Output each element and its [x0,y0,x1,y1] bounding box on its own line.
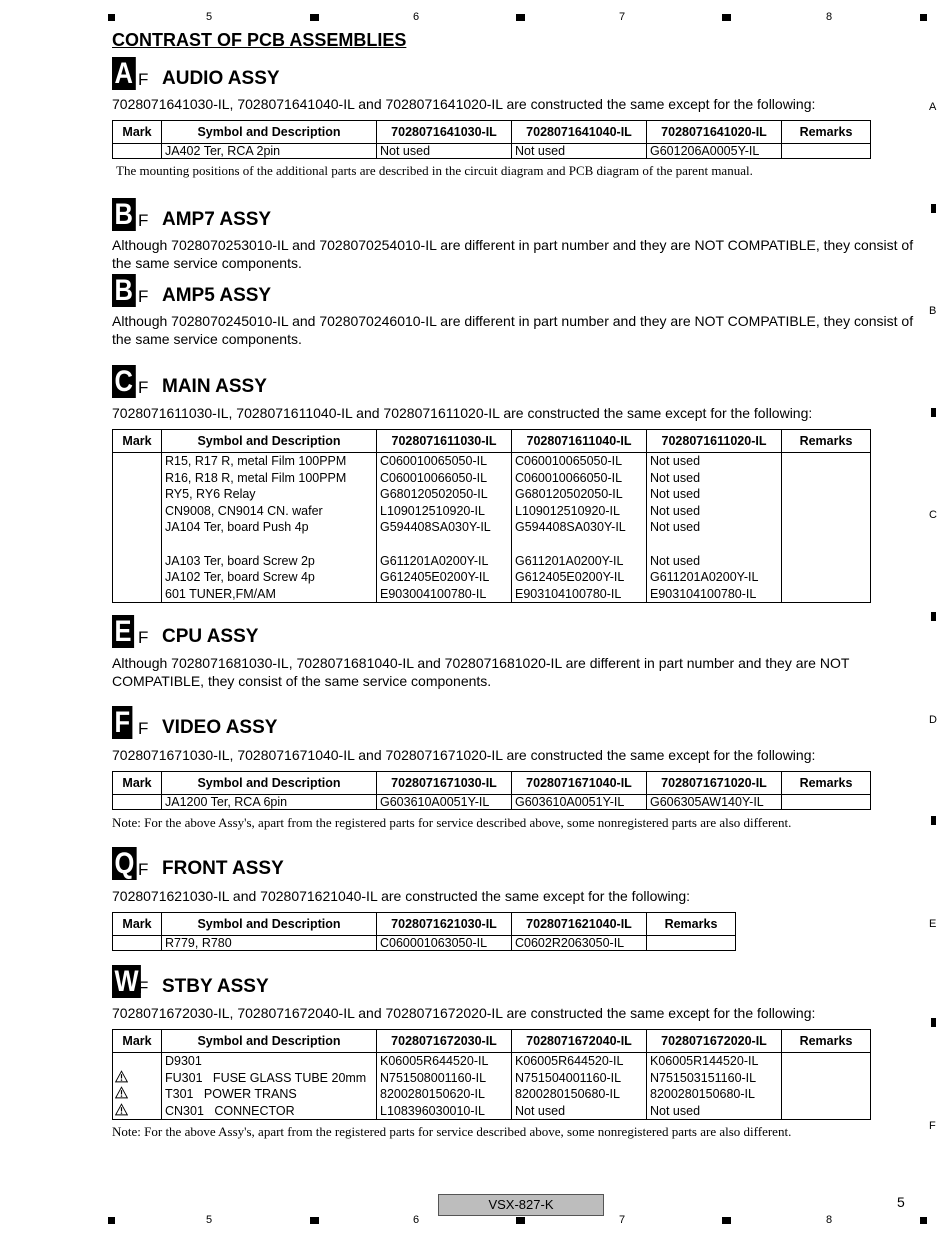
cell-value-list [512,453,647,603]
col-header: 7028071621040-IL [512,913,647,936]
cell-value [380,536,508,553]
cell-value: G603610A0051Y-IL [377,795,512,810]
cell-mark [113,936,162,951]
cell-value: G611201A0200Y-IL [380,553,489,568]
column-number: 5 [206,1214,213,1226]
col-header: 7028071672030-IL [377,1030,512,1053]
cell-value: Not used [650,503,701,518]
warning-triangle-icon [115,1070,128,1083]
column-number: 5 [206,11,213,23]
col-header: 7028071671020-IL [647,772,782,795]
col-header: Remarks [782,430,871,453]
registration-mark [920,1217,927,1224]
section-f: F [138,211,149,230]
row-letter: C [929,509,937,521]
cell-mark [113,795,162,810]
section-f: F [138,628,149,647]
cell-value: L108396030010-IL [380,1103,485,1118]
section-intro: 7028071621030-IL and 7028071621040-IL are constructed the same except for the following: [112,888,691,904]
cell-mark [115,1086,158,1103]
cell-value: Not used [650,520,701,535]
row-letter: E [929,918,937,930]
registration-mark [722,14,731,21]
col-header: Remarks [782,772,871,795]
cell-mark [113,453,162,603]
cell-desc: CN9008, CN9014 CN. wafer [165,503,323,518]
section-heading-stby [112,965,269,999]
cell-value: K06005R644520-IL [515,1054,624,1068]
col-header: 7028071641020-IL [647,121,782,144]
cell-desc: JA402 Ter, RCA 2pin [162,144,377,159]
cell-value-list [512,1053,647,1120]
cell-value: 8200280150620-IL [380,1087,485,1102]
cell-desc: JA103 Ter, board Screw 2p [165,553,315,568]
cell-mark-list [113,1053,162,1120]
cell-value: G594408SA030Y-IL [515,520,626,535]
col-header: Mark [113,772,162,795]
cell-value: Not used [650,487,701,502]
cell-value: K06005R144520-IL [650,1054,759,1068]
cell-desc: CN301 CONNECTOR [165,1103,295,1118]
model-label: VSX-827-K [438,1194,604,1216]
section-note: The mounting positions of the additional parts are described in the circuit diagram and PCB diagram of the parent manual. [116,163,753,178]
col-header: 7028071611040-IL [512,430,647,453]
col-header: 7028071671040-IL [512,772,647,795]
registration-mark [931,408,936,417]
cell-desc: JA104 Ter, board Push 4p [165,520,309,535]
section-text: Although 7028071681030-IL, 7028071681040-IL and 7028071681020-IL are different in part number and they are NOT COMPATIBLE, they consist of the same service components. [112,655,850,689]
cell-remarks [647,936,736,951]
col-header: Symbol and Description [162,1030,377,1053]
col-header: 7028071621030-IL [377,913,512,936]
cell-desc-list [162,453,377,603]
cell-desc [165,536,373,553]
registration-mark [931,816,936,825]
cell-value: G603610A0051Y-IL [512,795,647,810]
col-header: Mark [113,1030,162,1053]
page-title: CONTRAST OF PCB ASSEMBLIES [112,30,407,50]
cell-value: C060001063050-IL [377,936,512,951]
col-header: Remarks [782,1030,871,1053]
registration-mark [516,14,525,21]
cell-desc: T301 POWER TRANS [165,1087,297,1102]
section-badge: B [112,198,136,231]
section-badge: F [112,706,133,739]
cell-value: G594408SA030Y-IL [380,520,491,535]
cell-desc: R15, R17 R, metal Film 100PPM [165,454,347,468]
cell-mark [115,1053,158,1070]
table-row [113,1053,871,1120]
registration-mark [108,1217,115,1224]
col-header: Mark [113,430,162,453]
parts-table-audio [112,120,871,159]
col-header: Remarks [782,121,871,144]
cell-remarks [782,453,871,603]
registration-mark [931,612,936,621]
cell-value-list [377,1053,512,1120]
cell-desc: R16, R18 R, metal Film 100PPM [165,470,347,485]
col-header: Mark [113,913,162,936]
cell-mark [113,144,162,159]
col-header: 7028071611030-IL [377,430,512,453]
cell-value: G611201A0200Y-IL [515,553,624,568]
cell-value: C0602R2063050-IL [512,936,647,951]
cell-value: G680120502050-IL [515,487,623,502]
table-row [113,144,871,159]
section-text: Although 7028070245010-IL and 7028070246010-IL are different in part number and they are NOT COMPATIBLE, they consist of the same service components. [112,313,914,347]
section-text: Although 7028070253010-IL and 7028070254010-IL are different in part number and they are NOT COMPATIBLE, they consist of the same service components. [112,237,914,271]
cell-value: C060010065050-IL [515,454,623,468]
section-intro: 7028071671030-IL, 7028071671040-IL and 7028071671020-IL are constructed the same except for the following: [112,747,816,763]
cell-value: Not used [515,1103,566,1118]
table-row [113,936,736,951]
section-heading-video [112,706,278,740]
cell-desc: JA102 Ter, board Screw 4p [165,570,315,585]
parts-table-front [112,912,736,951]
registration-mark [516,1217,525,1224]
section-badge: E [112,615,134,648]
cell-desc: JA1200 Ter, RCA 6pin [162,795,377,810]
section-title: AMP7 ASSY [162,209,272,230]
table-row [113,453,871,603]
section-title: STBY ASSY [162,976,269,997]
col-header: 7028071641040-IL [512,121,647,144]
cell-value: Not used [377,144,512,159]
col-header: Symbol and Description [162,430,377,453]
section-intro: 7028071672030-IL, 7028071672040-IL and 7028071672020-IL are constructed the same except for the following: [112,1005,816,1021]
col-header: Mark [113,121,162,144]
cell-value: C060010066050-IL [515,470,623,485]
col-header: 7028071611020-IL [647,430,782,453]
section-intro: 7028071641030-IL, 7028071641040-IL and 7028071641020-IL are constructed the same except for the following: [112,96,816,112]
column-number: 8 [826,1214,833,1226]
parts-table-video [112,771,871,810]
cell-value: E903104100780-IL [650,586,757,601]
section-f: F [138,378,149,397]
section-f: F [138,719,149,738]
cell-remarks [782,1053,871,1120]
parts-table-stby [112,1029,871,1120]
registration-mark [722,1217,731,1224]
cell-remarks [782,795,871,810]
registration-mark [310,14,319,21]
col-header: Symbol and Description [162,121,377,144]
cell-value [650,536,778,553]
cell-value: N751503151160-IL [650,1070,757,1085]
column-number: 6 [413,1214,420,1226]
row-letter: D [929,714,937,726]
section-badge: A [112,57,136,90]
cell-desc: FU301 FUSE GLASS TUBE 20mm [165,1070,367,1085]
section-heading-audio [112,57,280,91]
cell-desc: R779, R780 [162,936,377,951]
cell-mark [115,1103,158,1120]
cell-value: 8200280150680-IL [650,1087,755,1102]
col-header: 7028071641030-IL [377,121,512,144]
cell-value: Not used [650,1103,701,1118]
parts-table-main [112,429,871,603]
section-f: F [138,70,149,89]
cell-value-list [647,453,782,603]
warning-triangle-icon [115,1086,128,1099]
cell-desc: D9301 [165,1054,202,1068]
section-f: F [138,287,149,306]
registration-mark [310,1217,319,1224]
col-header: 7028071672040-IL [512,1030,647,1053]
section-title: VIDEO ASSY [162,717,278,738]
cell-value: G601206A0005Y-IL [647,144,782,159]
registration-mark [931,204,936,213]
section-heading-main [112,365,267,399]
cell-value: Not used [650,553,701,568]
row-letter: F [929,1120,936,1132]
row-letter: B [929,305,937,317]
section-intro: 7028071611030-IL, 7028071611040-IL and 7028071611020-IL are constructed the same except for the following: [112,405,813,421]
cell-value: Not used [650,470,701,485]
cell-value: K06005R644520-IL [380,1054,489,1068]
cell-value: C060010066050-IL [380,470,488,485]
section-badge: C [112,365,136,398]
cell-value: N751508001160-IL [380,1070,487,1085]
warning-triangle-icon [115,1103,128,1116]
row-letter: A [929,101,937,113]
cell-value: L109012510920-IL [515,503,620,518]
section-badge: Q [112,847,137,880]
registration-mark [931,1018,936,1027]
section-f: F [138,860,149,879]
cell-value: 8200280150680-IL [515,1087,620,1102]
col-header: 7028071671030-IL [377,772,512,795]
table-row [113,795,871,810]
cell-desc: RY5, RY6 Relay [165,487,256,502]
cell-value: C060010065050-IL [380,454,488,468]
cell-value-list [377,453,512,603]
section-title: AUDIO ASSY [162,68,280,89]
section-note: Note: For the above Assy's, apart from the registered parts for service described above, some nonregistered parts are also different. [112,815,792,830]
col-header: Remarks [647,913,736,936]
section-badge: B [112,274,136,307]
section-heading-amp7 [112,198,272,232]
section-title: MAIN ASSY [162,376,267,397]
section-title: AMP5 ASSY [162,285,272,306]
cell-value: G611201A0200Y-IL [650,570,759,585]
cell-value-list [647,1053,782,1120]
column-number: 6 [413,11,420,23]
col-header: Symbol and Description [162,913,377,936]
cell-value: G612405E0200Y-IL [380,570,490,585]
cell-value: E903004100780-IL [380,586,487,601]
cell-value: G612405E0200Y-IL [515,570,625,585]
cell-value: E903104100780-IL [515,586,622,601]
cell-desc-list [162,1053,377,1120]
section-f: F [138,978,149,997]
column-number: 7 [619,1214,626,1226]
cell-mark [115,1070,158,1087]
cell-value [515,536,643,553]
section-note: Note: For the above Assy's, apart from the registered parts for service described above, some nonregistered parts are also different. [112,1124,792,1139]
registration-mark [920,14,927,21]
column-number: 7 [619,11,626,23]
col-header: 7028071672020-IL [647,1030,782,1053]
col-header: Symbol and Description [162,772,377,795]
cell-value: Not used [512,144,647,159]
cell-value: G680120502050-IL [380,487,488,502]
section-heading-front [112,847,284,881]
cell-value: Not used [650,454,701,468]
cell-desc: 601 TUNER,FM/AM [165,586,276,601]
section-heading-cpu [112,615,259,649]
section-title: CPU ASSY [162,626,259,647]
section-heading-amp5 [112,274,272,308]
page-number: 5 [897,1194,905,1210]
section-title: FRONT ASSY [162,858,284,879]
registration-mark [108,14,115,21]
cell-value: N751504001160-IL [515,1070,622,1085]
cell-value: L109012510920-IL [380,503,485,518]
cell-remarks [782,144,871,159]
cell-value: G606305AW140Y-IL [647,795,782,810]
column-number: 8 [826,11,833,23]
section-badge: W [112,965,141,998]
